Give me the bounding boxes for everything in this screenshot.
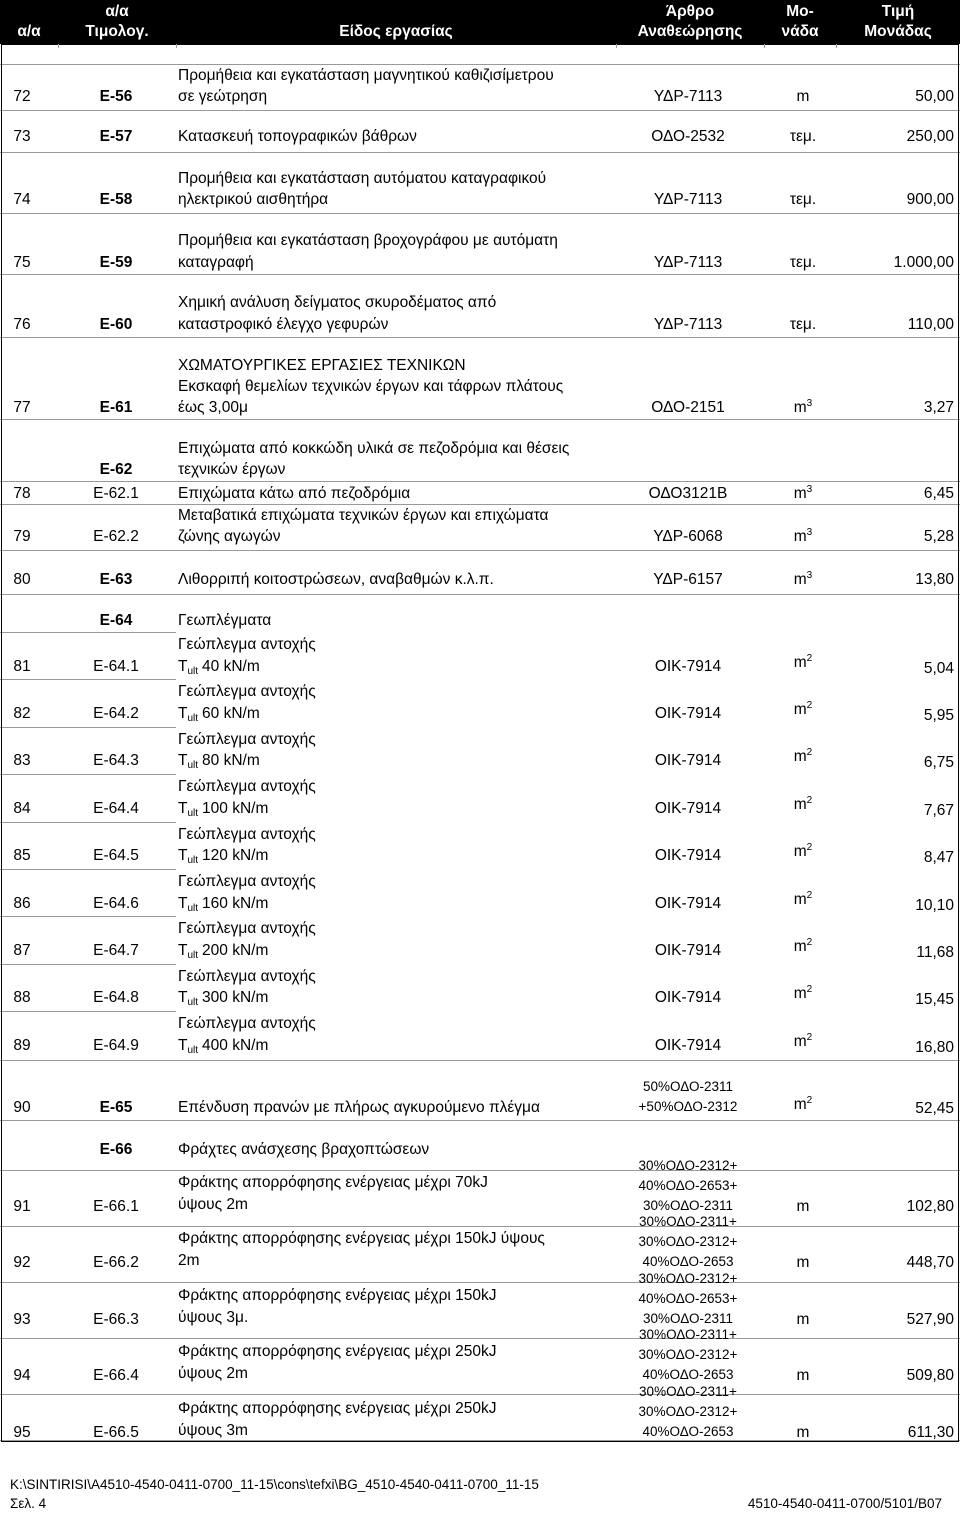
item-code: Ε-66 xyxy=(99,1141,133,1158)
unit xyxy=(763,985,843,1003)
row-number: 83 xyxy=(13,752,31,770)
row-number: 81 xyxy=(13,657,31,675)
unit-unit: m xyxy=(793,1032,807,1050)
row-number: 73 xyxy=(13,128,31,145)
strength-subscript: ult xyxy=(187,902,199,914)
footer-page-number: Σελ. 4 xyxy=(10,1496,47,1511)
unit-exponent: 2 xyxy=(806,794,813,806)
column-tick xyxy=(616,44,617,48)
item-description: Φράκτης απορρόφησης ενέργειας μέχρι 150kJ xyxy=(178,1286,497,1304)
revision-article: ΟΔΟ-2151 xyxy=(651,399,725,416)
revision-article: 40%ΟΔΟ-2653 xyxy=(642,1367,734,1383)
item-description: Επιχώματα από κοκκώδη υλικά σε πεζοδρόμια και θέσεις xyxy=(178,440,570,457)
unit-price: 16,80 xyxy=(915,1038,954,1056)
unit-exponent: 2 xyxy=(806,984,813,996)
item-code: Ε-66.1 xyxy=(93,1198,139,1215)
item-description: Λιθορριπή κοιτοστρώσεων, αναβαθμών κ.λ.π. xyxy=(178,571,494,588)
unit-price: 5,28 xyxy=(923,528,954,545)
unit-unit: m xyxy=(796,1254,810,1272)
unit-price: 52,45 xyxy=(915,1100,954,1117)
unit xyxy=(763,796,843,814)
item-code: Ε-62.2 xyxy=(93,528,139,545)
strength-symbol: T xyxy=(178,847,188,865)
item-code: Ε-64 xyxy=(99,612,133,629)
unit-unit: m xyxy=(793,485,807,502)
unit-price: 10,10 xyxy=(915,896,954,914)
row-number: 90 xyxy=(13,1099,31,1116)
revision-article: ΥΔΡ-7113 xyxy=(653,191,723,208)
unit xyxy=(763,128,843,146)
strength-value: 80 kN/m xyxy=(202,752,260,770)
row-number: 82 xyxy=(13,704,31,722)
item-code: Ε-64.6 xyxy=(93,894,139,912)
item-description: τεχνικών έργων xyxy=(178,461,286,478)
revision-article: ΟΙΚ-7914 xyxy=(654,657,722,675)
strength-symbol: T xyxy=(178,657,188,675)
column-tick xyxy=(58,44,59,48)
unit-price: 13,80 xyxy=(915,571,954,588)
unit-exponent: 2 xyxy=(806,1031,813,1043)
item-code: Ε-66.4 xyxy=(93,1367,139,1385)
item-description: Φράκτης απορρόφησης ενέργειας μέχρι 150kJ ύψους xyxy=(178,1230,545,1248)
header-text: Μονάδας xyxy=(864,23,932,40)
strength-symbol: T xyxy=(178,989,188,1007)
row-number: 93 xyxy=(13,1310,31,1328)
revision-article: ΟΙΚ-7914 xyxy=(654,704,722,722)
item-code: Ε-64.1 xyxy=(93,657,139,675)
unit-price: 7,67 xyxy=(923,801,954,819)
header-cell-0 xyxy=(0,0,58,44)
unit xyxy=(763,654,843,672)
unit xyxy=(763,1367,843,1385)
item-description: ύψους 3μ. xyxy=(178,1308,249,1326)
item-description: Γεώπλεγμα αντοχής xyxy=(178,920,316,938)
header-cell-3 xyxy=(616,0,764,44)
strength-subscript: ult xyxy=(187,712,199,724)
revision-article: ΟΙΚ-7914 xyxy=(654,989,722,1007)
unit-exponent: 3 xyxy=(806,398,813,409)
strength-subscript: ult xyxy=(187,760,199,772)
unit-exponent: 2 xyxy=(806,842,813,854)
item-description: Προμήθεια και εγκατάσταση αυτόματου καταγραφικού xyxy=(178,170,547,187)
footer-document-number: 4510-4540-0411-0700/5101/B07 xyxy=(747,1496,942,1511)
strength-value: 160 kN/m xyxy=(202,894,269,912)
header-text: α/α xyxy=(105,3,129,20)
unit-unit: m xyxy=(793,528,807,545)
strength-symbol: T xyxy=(178,799,188,817)
revision-article: ΟΔΟ3121Β xyxy=(648,485,728,502)
unit-unit: m xyxy=(793,890,807,908)
item-description: έως 3,00μ xyxy=(178,399,248,416)
revision-article: 30%ΟΔΟ-2312+ xyxy=(638,1270,738,1286)
column-tick xyxy=(764,44,765,48)
item-code: Ε-64.9 xyxy=(93,1036,139,1054)
geogrid-strength xyxy=(178,1037,268,1055)
revision-article: ΟΙΚ-7914 xyxy=(654,799,722,817)
geogrid-strength xyxy=(178,847,268,865)
item-description: Χημική ανάλυση δείγματος σκυροδέματος από xyxy=(178,294,497,311)
unit-price: 611,30 xyxy=(907,1423,954,1441)
header-text: Τιμή xyxy=(881,3,915,20)
unit xyxy=(763,88,843,106)
item-description: σε γεώτρηση xyxy=(178,88,268,105)
item-code: Ε-63 xyxy=(99,571,133,588)
unit-price: 448,70 xyxy=(906,1254,954,1272)
unit-unit: m xyxy=(793,1096,807,1113)
unit xyxy=(763,399,843,417)
item-code: Ε-58 xyxy=(99,191,133,208)
unit xyxy=(763,571,843,589)
unit-unit: m xyxy=(793,748,807,766)
geogrid-strength xyxy=(178,989,268,1007)
unit-unit: m xyxy=(793,653,807,671)
item-code: Ε-61 xyxy=(99,399,133,416)
item-description: Γεώπλεγμα αντοχής xyxy=(178,636,316,653)
item-code: Ε-65 xyxy=(99,1099,133,1116)
unit-unit: m xyxy=(793,937,807,955)
row-number: 86 xyxy=(13,894,31,912)
strength-symbol: T xyxy=(178,1036,188,1054)
unit-price: 6,75 xyxy=(923,754,954,772)
item-code: Ε-66.3 xyxy=(93,1310,139,1328)
unit xyxy=(763,1311,843,1329)
revision-article: 50%ΟΔΟ-2311 xyxy=(643,1079,733,1094)
item-description: Εκσκαφή θεμελίων τεχνικών έργων και τάφρων πλάτους xyxy=(178,378,564,395)
unit-unit: m xyxy=(793,700,807,718)
revision-article: 40%ΟΔΟ-2653 xyxy=(642,1254,734,1270)
unit-price: 110,00 xyxy=(907,316,954,333)
unit-price: 900,00 xyxy=(906,191,954,208)
item-description: Γεώπλεγμα αντοχής xyxy=(178,873,316,890)
row-number: 95 xyxy=(13,1423,31,1441)
strength-subscript: ult xyxy=(187,997,199,1009)
unit-unit: m xyxy=(793,985,807,1003)
unit xyxy=(763,1254,843,1272)
strength-subscript: ult xyxy=(187,949,199,961)
revision-article: ΟΙΚ-7914 xyxy=(654,1036,722,1054)
item-description: ΧΩΜΑΤΟΥΡΓΙΚΕΣ ΕΡΓΑΣΙΕΣ ΤΕΧΝΙΚΩΝ xyxy=(178,357,466,374)
unit-price: 8,47 xyxy=(923,849,954,867)
item-description: Γεώπλεγμα αντοχής xyxy=(178,1015,316,1033)
unit-unit: m xyxy=(793,795,807,813)
unit xyxy=(763,485,843,503)
item-description: ύψους 2m xyxy=(178,1365,248,1383)
unit-price: 5,04 xyxy=(923,659,954,677)
strength-symbol: T xyxy=(178,894,188,912)
strength-subscript: ult xyxy=(187,665,199,677)
item-description: Γεώπλεγμα αντοχής xyxy=(178,778,316,796)
item-code: Ε-57 xyxy=(99,128,133,145)
unit-price: 11,68 xyxy=(916,943,954,961)
row-number: 76 xyxy=(13,316,31,333)
revision-article: 30%ΟΔΟ-2311+ xyxy=(639,1383,737,1399)
header-cell-4 xyxy=(764,0,836,44)
item-description: Φράκτης απορρόφησης ενέργειας μέχρι 250kJ xyxy=(178,1343,497,1361)
item-description: καταγραφή xyxy=(178,254,254,271)
unit xyxy=(763,748,843,766)
unit xyxy=(763,191,843,209)
item-description: Φράκτης απορρόφησης ενέργειας μέχρι 250kJ xyxy=(178,1399,497,1417)
row-number: 75 xyxy=(13,254,31,271)
unit-unit: τεμ. xyxy=(789,316,817,333)
geogrid-strength xyxy=(178,705,260,723)
unit-unit: m xyxy=(796,1310,810,1328)
column-tick xyxy=(836,44,837,48)
row-number: 84 xyxy=(13,799,31,817)
unit-unit: m xyxy=(793,399,807,416)
item-description: Επένδυση πρανών με πλήρως αγκυρούμενο πλέγμα xyxy=(178,1099,540,1116)
item-code: Ε-66.2 xyxy=(93,1254,139,1272)
unit-price: 250,00 xyxy=(906,128,954,145)
item-description: Προμήθεια και εγκατάσταση βροχογράφου με αυτόματη xyxy=(178,232,558,249)
unit-price: 6,45 xyxy=(923,485,954,502)
revision-article: ΟΔΟ-2532 xyxy=(651,128,725,145)
revision-article: ΥΔΡ-7113 xyxy=(653,88,723,105)
header-cell-5 xyxy=(836,0,960,44)
strength-symbol: T xyxy=(178,941,188,959)
unit-price: 527,90 xyxy=(906,1310,954,1328)
item-code: Ε-62.1 xyxy=(93,485,139,502)
item-description: Φράχτες ανάσχεσης βραχοπτώσεων xyxy=(178,1141,430,1158)
revision-article: 40%ΟΔΟ-2653 xyxy=(642,1423,734,1439)
unit xyxy=(763,254,843,272)
strength-value: 300 kN/m xyxy=(202,989,269,1007)
item-description: Επιχώματα κάτω από πεζοδρόμια xyxy=(178,485,411,502)
unit-unit: m xyxy=(796,88,810,105)
row-number: 94 xyxy=(13,1367,31,1385)
item-description: ηλεκτρικού αισθητήρα xyxy=(178,191,329,208)
revision-article: ΥΔΡ-6157 xyxy=(653,571,723,588)
row-number: 77 xyxy=(13,399,31,416)
item-description: ύψους 2m xyxy=(178,1196,248,1213)
item-description: Προμήθεια και εγκατάσταση μαγνητικού καθιζισίμετρου xyxy=(178,67,554,84)
unit-price: 5,95 xyxy=(923,706,954,724)
unit xyxy=(763,1198,843,1216)
unit xyxy=(763,938,843,956)
row-number: 79 xyxy=(13,528,31,545)
unit-unit: τεμ. xyxy=(789,191,817,208)
revision-article: ΥΔΡ-7113 xyxy=(653,254,723,271)
revision-article: 30%ΟΔΟ-2312+ xyxy=(638,1158,738,1173)
item-code: Ε-66.5 xyxy=(93,1423,139,1441)
unit xyxy=(763,701,843,719)
strength-value: 120 kN/m xyxy=(202,847,269,865)
unit-exponent: 3 xyxy=(806,484,813,495)
unit-exponent: 2 xyxy=(806,889,813,901)
revision-article: 30%ΟΔΟ-2311+ xyxy=(639,1327,737,1343)
item-code: Ε-62 xyxy=(99,461,133,478)
revision-article: 40%ΟΔΟ-2653+ xyxy=(638,1178,738,1193)
footer-path: K:\SINTIRISI\A4510-4540-0411-0700_11-15\cons\tefxi\BG_4510-4540-0411-0700_11-15 xyxy=(10,1477,539,1492)
header-text: Άρθρο xyxy=(665,3,715,20)
item-code: Ε-64.2 xyxy=(93,704,139,722)
item-code: Ε-56 xyxy=(99,88,133,105)
item-description: Γεωπλέγματα xyxy=(178,612,272,629)
item-code: Ε-64.4 xyxy=(93,799,139,817)
unit-exponent: 3 xyxy=(806,570,813,581)
item-code: Ε-60 xyxy=(99,316,133,333)
header-text: Τιμολογ. xyxy=(85,23,149,40)
revision-article: ΥΔΡ-7113 xyxy=(653,316,723,333)
revision-article: 30%ΟΔΟ-2312+ xyxy=(638,1347,738,1363)
row-number: 80 xyxy=(13,571,31,588)
unit-exponent: 2 xyxy=(806,936,813,948)
unit-price: 3,27 xyxy=(923,399,954,416)
unit-price: 509,80 xyxy=(906,1367,954,1385)
item-code: Ε-64.5 xyxy=(93,847,139,865)
unit xyxy=(763,1096,843,1114)
unit-price: 15,45 xyxy=(915,991,954,1009)
geogrid-strength xyxy=(178,752,260,770)
header-cell-1 xyxy=(58,0,176,44)
item-code: Ε-64.8 xyxy=(93,989,139,1007)
item-description: 2m xyxy=(178,1252,200,1270)
unit-unit: m xyxy=(796,1367,810,1385)
revision-article: ΟΙΚ-7914 xyxy=(654,752,722,770)
revision-article: 30%ΟΔΟ-2311 xyxy=(643,1198,733,1213)
unit-unit: m xyxy=(796,1198,810,1215)
geogrid-strength xyxy=(178,942,268,960)
strength-symbol: T xyxy=(178,704,188,722)
strength-subscript: ult xyxy=(187,855,199,867)
header-text: νάδα xyxy=(781,23,819,40)
unit xyxy=(763,891,843,909)
revision-article: ΟΙΚ-7914 xyxy=(654,941,722,959)
unit-exponent: 3 xyxy=(806,527,813,538)
row-number: 91 xyxy=(13,1198,31,1215)
row-number: 92 xyxy=(13,1254,31,1272)
strength-value: 200 kN/m xyxy=(202,941,269,959)
item-code: Ε-64.7 xyxy=(93,941,139,959)
item-code: Ε-59 xyxy=(99,254,133,271)
item-description: ύψους 3m xyxy=(178,1421,248,1439)
item-description: Μεταβατικά επιχώματα τεχνικών έργων και επιχώματα xyxy=(178,507,549,524)
strength-value: 60 kN/m xyxy=(202,704,260,722)
item-description: Γεώπλεγμα αντοχής xyxy=(178,730,316,748)
unit xyxy=(763,1424,843,1442)
unit-price: 1.000,00 xyxy=(893,254,954,271)
header-cell-2 xyxy=(176,0,616,44)
row-number: 74 xyxy=(13,191,31,208)
strength-value: 400 kN/m xyxy=(202,1036,269,1054)
strength-subscript: ult xyxy=(187,1044,199,1056)
row-number: 87 xyxy=(13,941,31,959)
header-text: Μο- xyxy=(786,3,814,20)
header-text: Αναθεώρησης xyxy=(637,23,743,40)
header-text xyxy=(176,2,616,22)
unit-exponent: 2 xyxy=(806,699,813,711)
unit-unit: τεμ. xyxy=(789,254,817,271)
row-number: 72 xyxy=(13,88,31,105)
item-description: Γεώπλεγμα αντοχής xyxy=(178,825,316,843)
strength-symbol: T xyxy=(178,752,188,770)
item-description: καταστροφικό έλεγχο γεφυρών xyxy=(178,316,389,333)
item-description: Φράκτης απορρόφησης ενέργειας μέχρι 70kJ xyxy=(178,1174,488,1191)
revision-article: ΟΙΚ-7914 xyxy=(654,847,722,865)
revision-article: ΟΙΚ-7914 xyxy=(654,894,722,912)
unit xyxy=(763,316,843,334)
geogrid-strength xyxy=(178,800,268,818)
revision-article: ΥΔΡ-6068 xyxy=(653,528,723,545)
revision-article: 30%ΟΔΟ-2311+ xyxy=(639,1214,737,1230)
revision-article: 30%ΟΔΟ-2312+ xyxy=(638,1234,738,1250)
row-number: 85 xyxy=(13,847,31,865)
strength-value: 100 kN/m xyxy=(202,799,269,817)
row-number: 88 xyxy=(13,989,31,1007)
unit-unit: m xyxy=(793,843,807,861)
unit xyxy=(763,843,843,861)
strength-value: 40 kN/m xyxy=(202,657,260,675)
unit-exponent: 2 xyxy=(806,1095,813,1106)
header-text: α/α xyxy=(17,23,41,40)
revision-article: +50%ΟΔΟ-2312 xyxy=(638,1099,738,1114)
item-description: Γεώπλεγμα αντοχής xyxy=(178,967,316,985)
unit xyxy=(763,528,843,546)
header-text xyxy=(0,2,58,22)
item-description: Γεώπλεγμα αντοχής xyxy=(178,683,316,701)
row-number: 78 xyxy=(13,485,31,502)
strength-subscript: ult xyxy=(187,807,199,819)
row-number: 89 xyxy=(13,1036,31,1054)
header-text: Είδος εργασίας xyxy=(339,23,453,40)
unit-unit: m xyxy=(793,571,807,588)
geogrid-strength xyxy=(178,895,268,913)
unit-unit: m xyxy=(796,1423,810,1441)
item-code: Ε-64.3 xyxy=(93,752,139,770)
unit-price: 50,00 xyxy=(915,88,954,105)
column-tick xyxy=(176,44,177,48)
unit-exponent: 2 xyxy=(806,747,813,759)
unit-exponent: 2 xyxy=(806,652,813,664)
unit-price: 102,80 xyxy=(906,1198,954,1215)
geogrid-strength xyxy=(178,658,260,676)
unit xyxy=(763,1033,843,1051)
item-description: ζώνης αγωγών xyxy=(178,528,281,545)
revision-article: 30%ΟΔΟ-2311 xyxy=(643,1310,733,1326)
unit-unit: τεμ. xyxy=(789,128,817,145)
revision-article: 30%ΟΔΟ-2312+ xyxy=(638,1403,738,1419)
item-description: Κατασκευή τοπογραφικών βάθρων xyxy=(178,128,417,145)
revision-article: 40%ΟΔΟ-2653+ xyxy=(638,1290,738,1306)
